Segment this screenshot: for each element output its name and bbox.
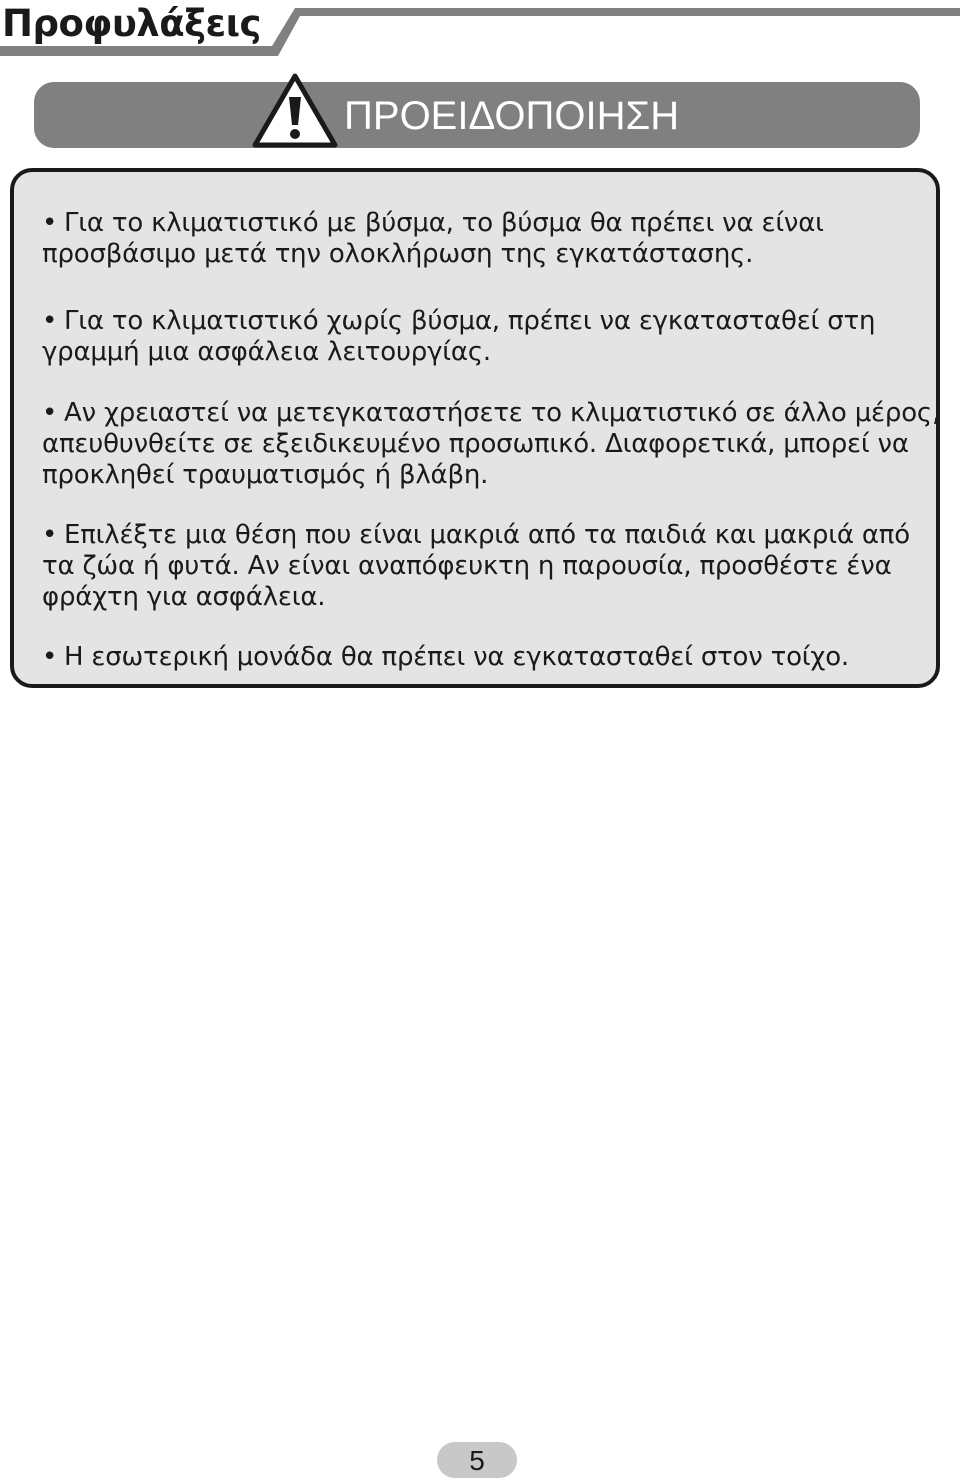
page-number: 5 <box>437 1442 517 1478</box>
list-item <box>42 520 942 613</box>
list-item-text: Επιλέξτε μια θέση που είναι μακριά από τα παιδιά και μακριά από τα ζώα ή φυτά. Αν είναι αναπόφευκτη η παρουσία, προσθέστε ένα φράχτη για ασφάλεια. <box>42 520 910 612</box>
list-item-text: Η εσωτερική μονάδα θα πρέπει να εγκατασταθεί στον τοίχο. <box>64 642 849 672</box>
page-title: Προφυλάξεις <box>2 2 261 45</box>
list-item <box>42 642 942 673</box>
bullet: • <box>42 306 58 336</box>
bullet: • <box>42 208 58 238</box>
warning-triangle-icon <box>252 73 338 149</box>
warning-box <box>10 168 940 688</box>
list-item <box>42 208 942 270</box>
bullet: • <box>42 520 58 550</box>
list-item <box>42 398 942 491</box>
warning-banner <box>34 82 920 148</box>
list-item-text: Για το κλιματιστικό χωρίς βύσμα, πρέπει να εγκατασταθεί στη γραμμή μια ασφάλεια λειτουργίας. <box>42 306 876 367</box>
list-item-text: Αν χρειαστεί να μετεγκαταστήσετε το κλιματιστικό σε άλλο μέρος, απευθυνθείτε σε εξειδικευμένο προσωπικό. Διαφορετικά, μπορεί να προκληθεί τραυματισμός ή βλάβη. <box>42 398 941 490</box>
bullet: • <box>42 642 58 672</box>
list-item-text: Για το κλιματιστικό με βύσμα, το βύσμα θα πρέπει να είναι προσβάσιμο μετά την ολοκλήρωση της εγκατάστασης. <box>42 208 824 269</box>
warning-title: ΠΡΟΕΙΔΟΠΟΙΗΣΗ <box>344 94 680 138</box>
bullet: • <box>42 398 58 428</box>
list-item <box>42 306 942 368</box>
